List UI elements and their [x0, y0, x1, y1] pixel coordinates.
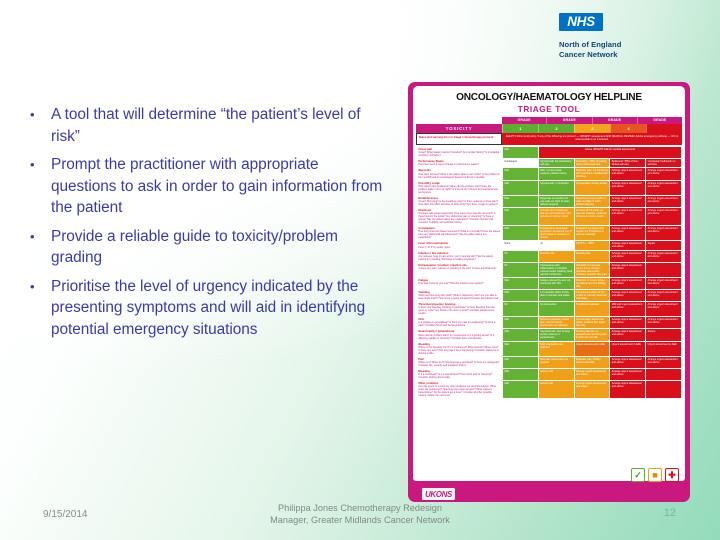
toxicity-grade-cell: Arrange urgent assessment and advice — [646, 195, 682, 207]
toxicity-description-cell — [417, 277, 503, 289]
toxicity-grade-cell: Mild — [503, 226, 539, 241]
toxicity-grade-cell: Severe — [646, 329, 682, 341]
toxicity-grade-cell: Mild — [503, 381, 539, 399]
bullet-marker-icon: • — [30, 278, 35, 294]
toxicity-grade-cell: Nil — [503, 262, 539, 277]
nhs-branding — [559, 13, 679, 59]
toxicity-grade-cell — [646, 262, 682, 277]
bullet-text: A tool that will determine “the patient’s level of risk” — [51, 106, 361, 145]
toxicity-name: Oral — [418, 318, 424, 322]
toxicity-grade-cell: Mild, no intervention required; painless ulcers — [538, 168, 574, 180]
grade-header-cell: GRADE — [637, 117, 682, 124]
footer-credit-line-1: Philippa Jones Chemotherapy Redesign — [278, 503, 442, 513]
toxicity-grade-cell: Symptomatic; limiting activity — [574, 180, 610, 195]
toxicity-grade-cell — [646, 381, 682, 399]
organisation-name — [559, 40, 679, 59]
toxicity-grade-cell: Arrange urgent assessment and advice — [610, 317, 646, 329]
toxicity-grade-cell: Arrange urgent assessment and advice — [610, 277, 646, 289]
toxicity-grade-cell: Ambulatory >50% of waking hours; limited self-care — [574, 159, 610, 168]
toxicity-grade-cell: Arrange urgent assessment and advice — [646, 226, 682, 241]
toxicity-grade-cell: Arrange urgent assessment and advice — [610, 250, 646, 262]
toxicity-grade-cell: Mild — [503, 356, 539, 368]
toxicity-grade-cell: Symptomatic; no limitation — [538, 180, 574, 195]
footer-date: 9/15/2014 — [43, 509, 88, 520]
amber-warning-badge-icon: ■ — [648, 468, 662, 482]
toxicity-grade-cell: Arrange urgent assessment and advice — [646, 208, 682, 226]
toxicity-name: Neurotoxicity / paraesthesia — [418, 330, 455, 334]
alert-banner-text: ALERT: Follow local policy. If any of the following are present — URGENT assessment AND MEDICAL REVIEW. Advise emergency pathway — GO to nearest A&E or as instructed. — [502, 133, 682, 145]
toxicity-grade-cell: Unchanged — [503, 159, 539, 168]
poster-subtitle: TRIAGE TOOL — [517, 105, 581, 114]
nhs-logo: NHS — [559, 13, 603, 31]
bullet-text: Prioritise the level of urgency indicated by the presenting symptoms and will aid in identifying potential emergency situations — [51, 277, 366, 338]
toxicity-questions: Is there any pain, redness or swelling at the site? Is there any blistering? — [418, 267, 497, 271]
toxicity-grade-cell: Arrange urgent assessment and advice — [646, 277, 682, 289]
toxicity-grade-cell: Arrange urgent assessment and advice — [574, 369, 610, 381]
toxicity-grade-cell: Arrange urgent assessment and advice — [610, 195, 646, 207]
toxicity-name: Diarrhoea — [418, 209, 431, 213]
toxicity-table-row — [417, 147, 682, 159]
alert-banner-label: Name and warning prior to triage / chemotherapy protocol — [416, 133, 502, 145]
toxicity-table-row — [417, 262, 682, 277]
toxicity-name: Fever with neutropenia — [418, 242, 448, 246]
toxicity-description-cell — [417, 317, 503, 329]
toxicity-grade-cell: Mild and urgent assessment and advice — [610, 302, 646, 317]
toxicity-grade-cell: Urgent assessment in A&E — [646, 341, 682, 356]
toxicity-grade-cell: Pain/oedema with inflammation or phlebitis; redness and/or swelling; local warmth; tenderness — [540, 263, 573, 276]
toxicity-grade-cell: Mild — [503, 277, 539, 289]
toxicity-description-cell — [417, 241, 503, 250]
toxicity-grade-cell: Arrange urgent assessment and advice — [610, 241, 646, 250]
toxicity-description-cell — [417, 147, 503, 159]
toxicity-grade-cell: Persistent symptoms with regular use of laxatives or enemas indicated — [574, 226, 610, 241]
toxicity-table-row — [417, 241, 682, 250]
toxicity-grade-cell: Arrange urgent assessment and advice — [610, 381, 646, 399]
bullet-item — [25, 154, 385, 219]
toxicity-grade-cell: Mild; intervention not indicated — [538, 341, 574, 356]
footer-credit — [0, 503, 720, 526]
toxicity-questions: Has there been a recent change in performance status? — [418, 163, 479, 167]
toxicity-grade-cell: Arrange urgent assessment and advice — [610, 262, 646, 277]
toxicity-grade-cell: Arrange urgent assessment and advice — [574, 381, 610, 399]
grade-number-cell-extra — [646, 124, 682, 133]
toxicity-description-cell — [417, 250, 503, 262]
toxicity-grade-cell: Arrange urgent assessment and advice — [646, 356, 682, 368]
bullet-marker-icon: • — [30, 107, 35, 122]
toxicity-description-cell — [417, 208, 503, 226]
toxicity-description-cell — [417, 369, 503, 381]
toxicity-name: Breathlessness — [418, 196, 439, 200]
toxicity-grade-cell: Arrange urgent assessment and advice — [646, 180, 682, 195]
toxicity-questions: Compare with usual bowel habit. How many times has this occurred? Is there blood in the stools? Any abdominal pain or cramping? Is there a stoma? Has the patient taken any medication? Consider infection risk. Consider C.difficile and antibiotic history. — [418, 212, 496, 225]
toxicity-description-cell — [417, 381, 503, 399]
toxicity-table-row — [417, 289, 682, 301]
toxicity-questions: Onset? How long? Is the breathing noisy? Is there oedema or chest pain? How does this affect activities of daily living? Any fever, cough or sputum? — [418, 200, 498, 207]
toxicity-table-body — [417, 147, 682, 399]
toxicity-questions: Is there any bleeding, bruising or petechiae? Is there bleeding from the gums or nose? Any blood in the urine or stool? Consider platelet count results. — [418, 306, 495, 316]
toxicity-grade-cell: ≥37.5°C — 38°C — [574, 241, 610, 250]
toxicity-grade-cell: Urgent assessment in A&E — [610, 341, 646, 356]
toxicity-grade-cell: Mild — [503, 329, 539, 341]
organisation-line-1: North of England — [559, 40, 622, 49]
toxicity-grade-cell: Mild — [503, 369, 539, 381]
toxicity-grade-cell: 1-2 episodes within 24 hrs; able to maintain oral intake — [538, 289, 574, 301]
toxicity-questions: How does this feel? What is the patient able to eat / drink? Is the problem in the mouth/throat or oesophagus? Assess for thrush / candida. — [418, 172, 500, 179]
toxicity-grade-cell: Sepsis — [646, 241, 682, 250]
grade-header-cell: GRADE — [546, 117, 591, 124]
toxicity-grade-cell: Arrange urgent assessment and advice — [646, 302, 682, 317]
poster-body — [413, 86, 685, 481]
toxicity-grade-cell: 3-5 episodes within 24 hrs; unable to maintain adequate oral intake — [574, 289, 610, 301]
toxicity-name: Extravasation / problem, injection site — [418, 263, 467, 267]
toxicity-name: Chest/Dry cough — [418, 181, 440, 185]
toxicity-description-cell — [417, 302, 503, 317]
toxicity-name: Thrombocytopenia / bruising — [418, 303, 456, 307]
alert-banner-row — [416, 133, 682, 146]
toxicity-column-header: TOXICITY — [445, 126, 473, 131]
toxicity-table-row — [417, 317, 682, 329]
toxicity-grade-cell: Arrange urgent assessment and advice — [646, 317, 682, 329]
toxicity-grade-cell: Arrange urgent assessment and advice — [610, 369, 646, 381]
toxicity-grade-cell: Transfusion indicated — [574, 302, 610, 317]
toxicity-name: Vomiting — [418, 290, 430, 294]
bullet-list — [25, 104, 385, 347]
toxicity-questions: Onset? What makes it worse? Duration? Any cardiac history? Is it radiating / crushing / dull ache? — [418, 151, 501, 158]
toxicity-grade-cell: Symptomatic but ambulatory; self-care — [538, 159, 574, 168]
toxicity-grade-cell: Mild — [503, 147, 539, 159]
toxicity-description-cell — [417, 195, 503, 207]
toxicity-grade-cell: Arrange urgent assessment and advice — [610, 168, 646, 180]
toxicity-grade-cell: Moderate or severe fatigue not relieved by rest; limiting ADL — [574, 277, 610, 289]
slide-page-number: 12 — [663, 507, 676, 519]
toxicity-description-cell — [417, 226, 503, 241]
toxicity-description-cell — [417, 356, 503, 368]
toxicity-name: Mucositis — [418, 169, 431, 173]
organisation-line-2: Cancer Network — [559, 49, 618, 59]
toxicity-table-row — [417, 341, 682, 356]
red-alert-badge-icon: ✚ — [665, 468, 679, 482]
toxicity-grade-cell: Arrange urgent assessment and advice — [610, 356, 646, 368]
toxicity-questions: Where is it? When is it? How long has it persisted? Is there any analgesia? Consider site, severity and analgesic history. — [418, 361, 500, 368]
toxicity-name: Bleeding — [418, 342, 430, 346]
toxicity-grade-cell: Arrange urgent assessment and advice — [610, 329, 646, 341]
toxicity-grade-cell: Mild — [503, 208, 539, 226]
triage-tool-poster — [408, 82, 690, 502]
poster-title: ONCOLOGY/HAEMATOLOGY HELPLINE — [456, 92, 642, 103]
toxicity-questions: How noisy? Non-productive? When did the problem start? Does the problem wake / occur at night? Is it wet or dry? Assess for breathlessness and sputum. — [418, 184, 498, 194]
toxicity-table-row — [417, 195, 682, 207]
toxicity-description-cell — [417, 289, 503, 301]
toxicity-name: Infection / line infection — [418, 251, 449, 255]
toxicity-questions: When did the problem start? Is it continuous or is it getting worse? Is it affecting mobility or dexterity? Consider dose and baseline. — [418, 333, 495, 340]
toxicity-table-row — [417, 226, 682, 241]
toxicity-grade-cell: Advise URGENT A&E for medical assessment — [538, 147, 681, 159]
toxicity-name: Pain — [418, 357, 425, 361]
toxicity-description-cell — [417, 329, 503, 341]
toxicity-grade-cell: Minimal symptoms; normal diet; mild discomfort; intervention not indicated — [538, 317, 574, 329]
toxicity-grade-cell: Arrange urgent assessment and advice — [646, 250, 682, 262]
toxicity-grade-cell: Describe site — [538, 250, 574, 262]
toxicity-questions: How long since last bowel movement? What is it normally? Does the patient have any abdominal pain/distension? Has the patient taken any medication? — [418, 230, 501, 240]
toxicity-grade-cell: Arrange urgent assessment and advice — [610, 226, 646, 241]
toxicity-grade-cell: Mild — [503, 317, 539, 329]
grade-header-cell: GRADE — [517, 118, 531, 122]
toxicity-grade-cell: Bedbound >50% of time; limited self-care — [610, 159, 646, 168]
toxicity-description-cell — [417, 159, 503, 168]
toxicity-grade-cell: Mild — [503, 195, 539, 207]
toxicity-grade-cell: Urgent assessment in A&E — [574, 341, 610, 356]
toxicity-grade-cell: Ulceration or necrosis; severe tissue damage; operative intervention indicated; possible skin graft — [574, 262, 610, 277]
toxicity-questions: Fever (>37.5°C) and/or rigors — [418, 245, 451, 249]
toxicity-name: Other problems — [418, 382, 439, 386]
toxicity-grade-cell: Arrange urgent assessment and advice — [646, 168, 682, 180]
toxicity-grade-cell: Dyspnoea at rest; unable to walk one flight of stairs without stopping — [574, 195, 610, 207]
toxicity-grade-cell: Nil — [503, 302, 539, 317]
poster-footer — [413, 470, 685, 502]
toxicity-grade-cell: Arrange urgent assessment and advice — [610, 289, 646, 301]
toxicity-table-row — [417, 277, 682, 289]
toxicity-grade-cell — [646, 369, 682, 381]
toxicity-grade-cell: Mild — [503, 180, 539, 195]
toxicity-grade-cell: Occasional or intermittent symptoms; occasional use of stool softeners, laxatives or enema — [538, 226, 574, 241]
toxicity-questions: Any redness, heat or pain at line / port / cannula site? Has the patient noticed any swelling, discharge or leaking anywhere? — [418, 254, 494, 261]
toxicity-questions: When and how long did it start? What is happening now? Are you able to keep fluids down? How much is being vomited? Consider dehydration risk. — [418, 294, 499, 301]
bullet-item — [25, 276, 385, 341]
toxicity-name: Constipation — [418, 227, 435, 231]
toxicity-name: Fatigue — [418, 278, 428, 282]
toxicity-questions: Use this space to record any other problems not described above. What is/are the problem(s)? How long has it been present? What makes it better/worse? Do the patient get a fever? Consider all other possible causes. Advise the next level. — [418, 385, 496, 398]
toxicity-grade-cell: Nil — [503, 250, 539, 262]
toxicity-table-row — [417, 329, 682, 341]
grade-number-cell: 1 — [502, 124, 538, 133]
toxicity-name: Performance Status — [418, 160, 444, 164]
grade-number-cell: 2 — [538, 124, 574, 133]
toxicity-grade-cell: Symptomatic; altered oral intake; modified diet; liquid diet only — [574, 317, 610, 329]
toxicity-grade-cell: Arrange urgent assessment and advice — [646, 289, 682, 301]
bullet-text: Provide a reliable guide to toxicity/problem grading — [51, 227, 338, 266]
bullet-item — [25, 226, 385, 269]
grade-number-cell: 4 — [610, 124, 646, 133]
toxicity-grade-cell: Fatigue relieved by rest; not interfering with ADL — [538, 277, 574, 289]
toxicity-grade-cell: Describe site — [574, 250, 610, 262]
toxicity-grade-cell: Asymptomatic; loss of deep tendon reflexes or paraesthesia — [538, 329, 574, 341]
grade-header-cell: GRADE — [592, 117, 637, 124]
toxicity-table-row — [417, 208, 682, 226]
toxicity-grade-cell: Increase of 2-3 stools per day over pre-treatment; mild increase in ostomy output — [538, 208, 574, 226]
toxicity-questions: How bad is this for you now? Has this reduced your activity? — [418, 282, 484, 286]
toxicity-table-row — [417, 302, 682, 317]
bullet-text: Prompt the practitioner with appropriate questions to ask in order to gain information from the patient — [51, 156, 383, 216]
toxicity-grade-cell: Mild pain; intervention not required — [538, 356, 574, 368]
toxicity-questions: Where is the bleeding from? Is it continuous? What amount? Where from? Is there any pain? How long has it been happening? Consider platelet and clotting profile. — [418, 345, 499, 355]
toxicity-grade-cell: Accept mild — [538, 381, 574, 399]
toxicity-description-cell — [417, 262, 503, 277]
toxicity-grade-cell: Moderate pain; limiting instrumental ADL — [574, 356, 610, 368]
toxicity-grade-cell: Arrange urgent assessment and advice — [610, 180, 646, 195]
toxicity-grade-cell: nil — [538, 241, 574, 250]
ukons-logo: UKONS — [422, 488, 455, 500]
toxicity-table-row — [417, 168, 682, 180]
bullet-item — [25, 104, 385, 147]
toxicity-description-cell — [417, 341, 503, 356]
green-check-badge-icon: ✓ — [631, 468, 645, 482]
toxicity-grade-cell: Dyspnoea on exertion but can walk one flight of stairs without stopping — [538, 195, 574, 207]
toxicity-name: Bleeding — [418, 370, 430, 374]
grade-badge-group — [631, 468, 679, 482]
toxicity-grading-table — [416, 146, 682, 399]
toxicity-table-row — [417, 356, 682, 368]
toxicity-grade-cell: None — [503, 241, 539, 250]
toxicity-table-row — [417, 159, 682, 168]
toxicity-table-row — [417, 381, 682, 399]
toxicity-grade-cell: Increase of 4-6 stools per day over baseline; moderate increase in ostomy output — [574, 208, 610, 226]
toxicity-grade-cell: No intervention — [538, 302, 574, 317]
bullet-marker-icon: • — [30, 228, 35, 244]
toxicity-description-cell — [417, 168, 503, 180]
toxicity-questions: Is it swollen or generalised? Is there any pain on swallowing? Is there a rash? Consider thrush and dental problems. — [418, 321, 496, 328]
toxicity-grade-cell: Mild — [503, 341, 539, 356]
toxicity-table-row — [417, 180, 682, 195]
toxicity-grade-cell: Moderate pain; not interfering with oral intake; modified diet indicated — [574, 168, 610, 180]
toxicity-grade-cell: Mild — [503, 289, 539, 301]
toxicity-header-band — [416, 124, 682, 133]
footer-credit-line-2: Manager, Greater Midlands Cancer Network — [270, 514, 450, 525]
toxicity-grade-cell: Arrange urgent assessment and advice — [610, 208, 646, 226]
toxicity-grade-cell: Sensory alteration or paraesthesia interfering with function but not ADL — [574, 329, 610, 341]
toxicity-grade-cell: Accept mild — [538, 369, 574, 381]
toxicity-table-row — [417, 369, 682, 381]
toxicity-description-cell — [417, 180, 503, 195]
toxicity-table-row — [417, 250, 682, 262]
toxicity-questions: Is it a nosebleed? Is it a wound bleed? How much and for how long? Consider clotting abnormality. — [418, 373, 493, 380]
toxicity-name: Chest pain — [418, 148, 433, 151]
toxicity-grade-cell: Mild — [503, 168, 539, 180]
bullet-marker-icon: • — [30, 157, 35, 172]
grade-header-band — [502, 117, 682, 124]
toxicity-grade-cell: Completely bedbound; no self-care — [646, 159, 682, 168]
grade-number-cell: 3 — [574, 124, 610, 133]
